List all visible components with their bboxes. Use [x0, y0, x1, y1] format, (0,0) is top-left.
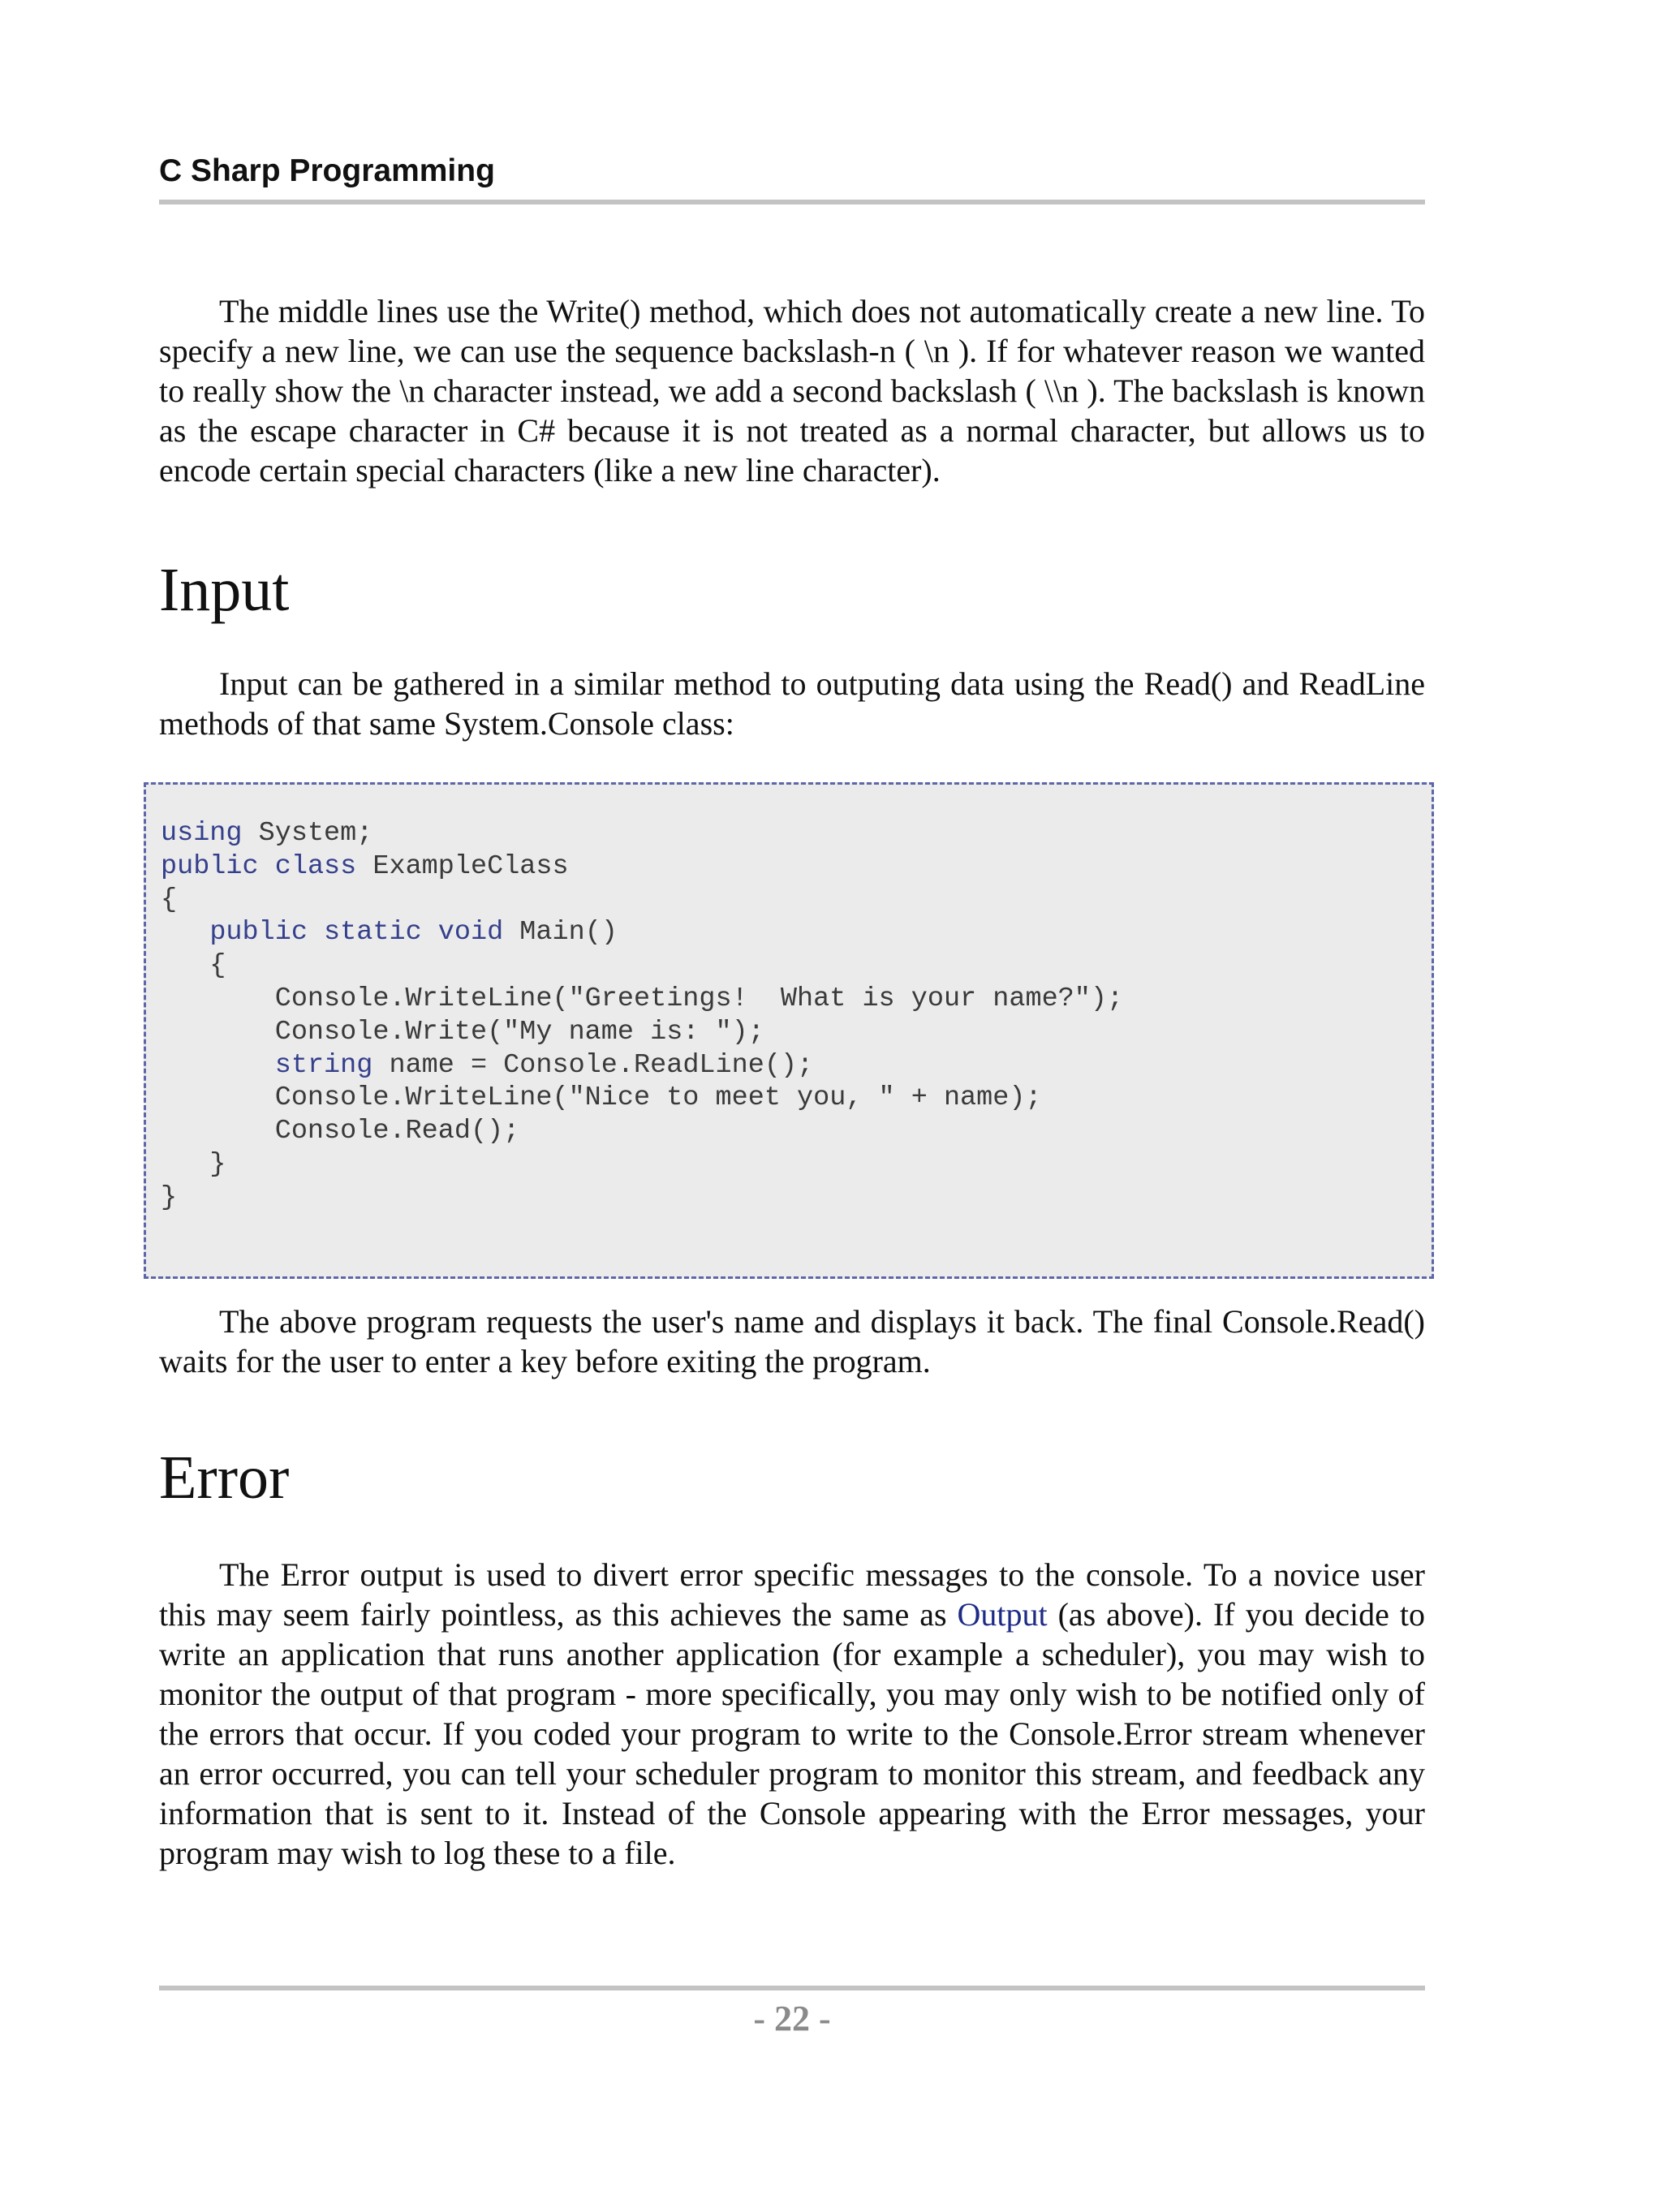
code-line	[161, 817, 1123, 850]
code-keyword: public	[209, 917, 308, 949]
code-line	[161, 1082, 1123, 1115]
code-line	[161, 916, 1123, 949]
code-text: ExampleClass	[356, 850, 569, 882]
input-after-paragraph: The above program requests the user's name and displays it back. The final Console.Read() waits for the user to enter a key before exiting the program.	[159, 1303, 1425, 1379]
error-paragraph-part2: (as above). If you decide to write an application that runs another application (for example a scheduler), you may wish to monitor the output of that program - more specifically, you may only wish to be notified only of the errors that occur. If you coded your program to write to the Console.Error stream whenever an error occurred, you can tell your scheduler program to monitor this stream, and feedback any information that is sent to it. Instead of the Console appearing with the Error messages, your program may wish to log these to a file.	[159, 1596, 1425, 1871]
code-text	[422, 917, 438, 948]
code-text	[308, 917, 324, 948]
input-section-heading-wrap	[159, 553, 1425, 626]
output-link[interactable]: Output	[957, 1596, 1048, 1633]
code-listing	[161, 817, 1123, 1215]
code-line	[161, 1049, 1123, 1082]
error-heading: Error	[159, 1444, 290, 1512]
page-number: - 22 -	[753, 1999, 831, 2038]
code-text: Console.WriteLine("Greetings! What is your name?");	[161, 983, 1124, 1014]
code-text: name = Console.ReadLine();	[372, 1049, 814, 1081]
input-heading: Input	[159, 556, 290, 624]
code-line	[161, 1016, 1123, 1049]
code-text	[259, 851, 275, 882]
error-paragraph-part1: The Error output is used to divert error specific messages to the console. To a novice user this may seem fairly pointless, as this achieves the same as	[159, 1556, 1425, 1633]
error-section-heading-wrap	[159, 1441, 1425, 1514]
code-line	[161, 850, 1123, 884]
input-after	[159, 1302, 1425, 1381]
code-block	[144, 782, 1434, 1279]
code-keyword: class	[274, 850, 357, 882]
intro-paragraph: The middle lines use the Write() method, which does not automatically create a new line. To specify a new line, we can use the sequence backslash-n ( \n ). If for whatever reason we wanted to really show the \n character instead, we add a second backslash ( \\n ). The backslash is known as the escape character in C# because it is not treated as a normal character, but allows us to encode certain special characters (like a new line character).	[159, 293, 1425, 488]
code-line	[161, 1115, 1123, 1148]
code-keyword: void	[437, 917, 504, 949]
code-text: {	[161, 884, 178, 915]
error-body	[159, 1555, 1425, 1873]
code-keyword: static	[324, 917, 422, 949]
error-paragraph	[159, 1555, 1425, 1873]
code-text: Main()	[503, 917, 618, 949]
code-text: }	[161, 1181, 178, 1213]
code-line	[161, 949, 1123, 983]
code-line	[161, 884, 1123, 917]
footer-rule	[159, 1986, 1425, 1990]
code-text: {	[161, 950, 226, 982]
code-line	[161, 1181, 1123, 1215]
code-text: Console.Write("My name is: ");	[161, 1016, 764, 1048]
intro-section	[159, 291, 1425, 490]
code-text: }	[161, 1148, 226, 1180]
code-text: System;	[242, 818, 373, 849]
code-text: Console.Read();	[161, 1116, 520, 1147]
running-header	[159, 151, 1425, 204]
code-text	[161, 917, 209, 948]
book-title: C Sharp Programming	[159, 153, 495, 188]
code-keyword: string	[274, 1049, 373, 1081]
code-text: Console.WriteLine("Nice to meet you, " + name);	[161, 1082, 1042, 1114]
input-intro	[159, 664, 1425, 743]
code-line	[161, 1148, 1123, 1181]
code-line	[161, 983, 1123, 1016]
code-keyword: public	[161, 850, 259, 882]
code-keyword: using	[161, 818, 243, 849]
input-paragraph: Input can be gathered in a similar method to outputing data using the Read() and ReadLine methods of that same System.Console class:	[159, 665, 1425, 742]
code-text	[161, 1050, 275, 1081]
